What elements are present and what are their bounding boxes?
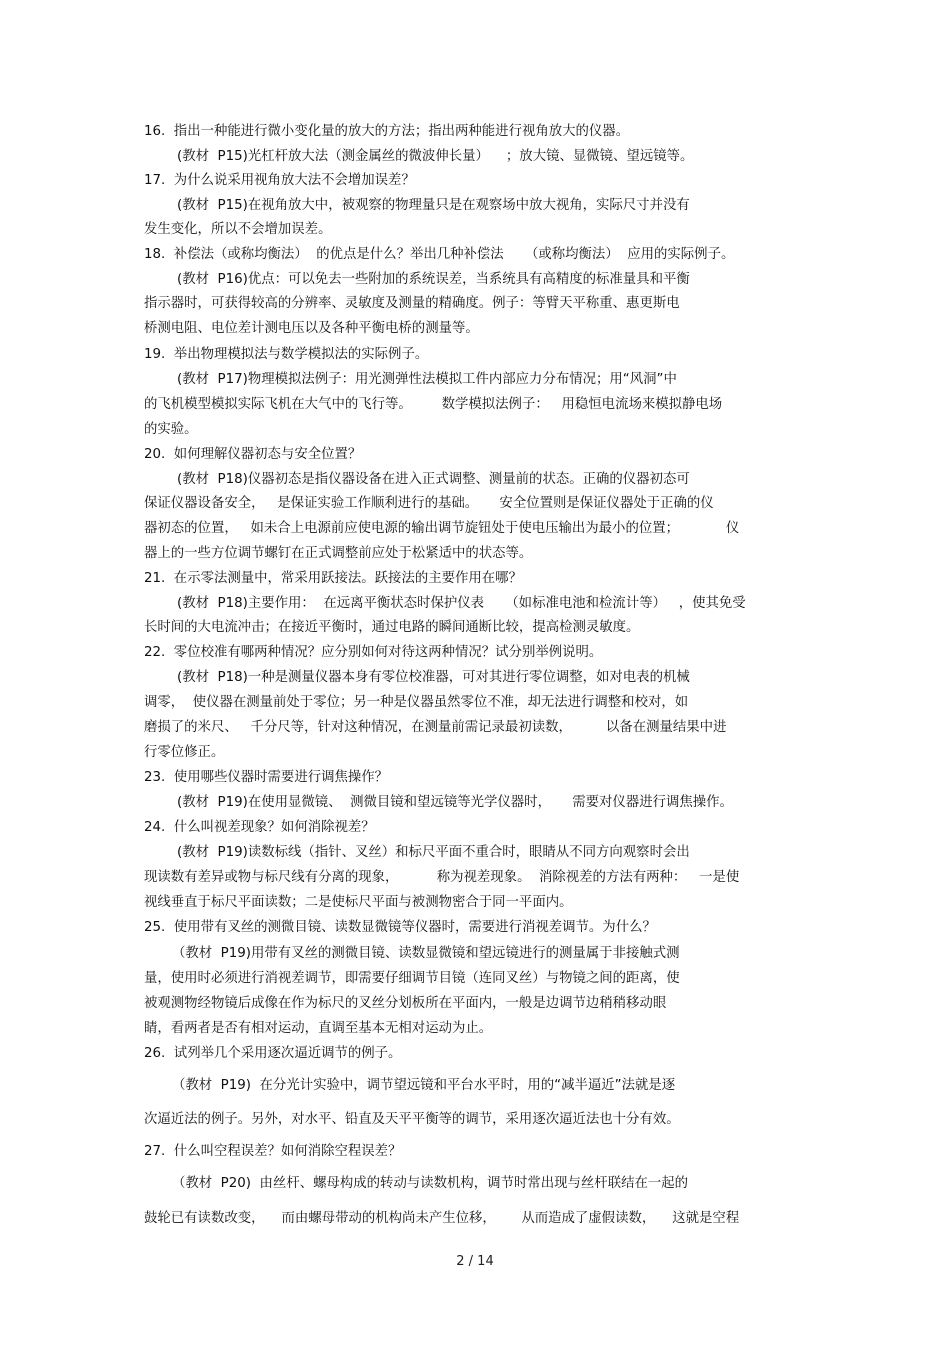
answer-18-line-3: 桥测电阻、电位差计测电压以及各种平衡电桥的测量等。 xyxy=(144,321,479,336)
answer-16: (教材 P15)光杠杆放大法（测金属丝的微波伸长量） ；放大镜、显微镜、望远镜等。 xyxy=(177,149,694,164)
page-number: 2 / 14 xyxy=(456,1254,494,1269)
answer-18-line-1: (教材 P16)优点：可以免去一些附加的系统误差，当系统具有高精度的标准量具和平衡 xyxy=(177,272,690,287)
question-22: 22. 零位校准有哪两种情况？应分别如何对待这两种情况？试分别举例说明。 xyxy=(144,645,603,660)
answer-26-line-2: 次逼近法的例子。另外，对水平、铅直及天平平衡等的调节，采用逐次逼近法也十分有效。 xyxy=(144,1112,680,1127)
answer-17-line-1: (教材 P15)在视角放大中，被观察的物理量只是在观察场中放大视角，实际尺寸并没有 xyxy=(177,198,690,213)
answer-24-line-2: 现读数有差异或物与标尺线有分离的现象， 称为视差现象。 消除视差的方法有两种： 一是使 xyxy=(144,870,740,885)
answer-20-line-1: (教材 P18)仪器初态是指仪器设备在进入正式调整、测量前的状态。正确的仪器初态可 xyxy=(177,472,690,487)
question-24: 24. 什么叫视差现象？如何消除视差？ xyxy=(144,820,375,835)
answer-21-line-1: (教材 P18)主要作用： 在远离平衡状态时保护仪表 （如标准电池和检流计等） ，使其免受 xyxy=(177,596,746,611)
question-19: 19. 举出物理模拟法与数学模拟法的实际例子。 xyxy=(144,347,429,362)
answer-27-line-2: 鼓轮已有读数改变， 而由螺母带动的机构尚未产生位移， 从而造成了虚假读数， 这就是空程 xyxy=(144,1211,740,1226)
question-21: 21. 在示零法测量中，常采用跃接法。跃接法的主要作用在哪？ xyxy=(144,571,522,586)
question-26: 26. 试列举几个采用逐次逼近调节的例子。 xyxy=(144,1046,402,1061)
question-23: 23. 使用哪些仪器时需要进行调焦操作？ xyxy=(144,770,389,785)
question-17: 17. 为什么说采用视角放大法不会增加误差？ xyxy=(144,173,415,188)
answer-19-line-3: 的实验。 xyxy=(144,422,198,437)
answer-21-line-2: 长时间的大电流冲击；在接近平衡时，通过电路的瞬间通断比较，提高检测灵敏度。 xyxy=(144,620,640,635)
answer-25-line-1: （教材 P19)用带有叉丝的测微目镜、读数显微镜和望远镜进行的测量属于非接触式测 xyxy=(172,946,680,961)
answer-22-line-4: 行零位修正。 xyxy=(144,745,225,760)
answer-20-line-2: 保证仪器设备安全， 是保证实验工作顺利进行的基础。 安全位置则是保证仪器处于正确的仪 xyxy=(144,496,714,511)
question-27: 27. 什么叫空程误差？如何消除空程误差？ xyxy=(144,1144,402,1159)
answer-20-line-4: 器上的一些方位调节螺钉在正式调整前应处于松紧适中的状态等。 xyxy=(144,546,533,561)
question-25: 25. 使用带有叉丝的测微目镜、读数显微镜等仪器时，需要进行消视差调节。为什么？ xyxy=(144,920,656,935)
answer-25-line-3: 被观测物经物镜后成像在作为标尺的叉丝分划板所在平面内，一般是边调节边稍稍移动眼 xyxy=(144,996,667,1011)
answer-24-line-1: (教材 P19)读数标线（指针、叉丝）和标尺平面不重合时，眼睛从不同方向观察时会出 xyxy=(177,845,690,860)
answer-19-line-1: (教材 P17)物理模拟法例子：用光测弹性法模拟工件内部应力分布情况；用“风洞”中 xyxy=(177,372,677,387)
answer-26-line-1: （教材 P19) 在分光计实验中，调节望远镜和平台水平时，用的“减半逼近”法就是逐 xyxy=(172,1078,676,1093)
answer-22-line-2: 调零， 使仪器在测量前处于零位；另一种是仪器虽然零位不准，却无法进行调整和校对，如 xyxy=(144,695,689,710)
answer-25-line-2: 量，使用时必须进行消视差调节，即需要仔细调节目镜（连同叉丝）与物镜之间的距离，使 xyxy=(144,971,680,986)
answer-22-line-3: 磨损了的米尺、 千分尺等，针对这种情况，在测量前需记录最初读数， 以备在测量结果中进 xyxy=(144,720,727,735)
question-16: 16. 指出一种能进行微小变化量的放大的方法；指出两种能进行视角放大的仪器。 xyxy=(144,124,630,139)
answer-27-line-1: （教材 P20) 由丝杆、螺母构成的转动与读数机构，调节时常出现与丝杆联结在一起的 xyxy=(172,1176,689,1191)
answer-25-line-4: 睛，看两者是否有相对运动，直调至基本无相对运动为止。 xyxy=(144,1021,493,1036)
question-18: 18. 补偿法（或称均衡法） 的优点是什么？举出几种补偿法 （或称均衡法） 应用的实际例子。 xyxy=(144,247,735,262)
answer-22-line-1: (教材 P18)一种是测量仪器本身有零位校准器，可对其进行零位调整，如对电表的机械 xyxy=(177,670,690,685)
answer-23: (教材 P19)在使用显微镜、 测微目镜和望远镜等光学仪器时， 需要对仪器进行调焦操作。 xyxy=(177,795,733,810)
answer-20-line-3: 器初态的位置， 如未合上电源前应使电源的输出调节旋钮处于使电压输出为最小的位置； 仪 xyxy=(144,521,740,536)
answer-24-line-3: 视线垂直于标尺平面读数；二是使标尺平面与被测物密合于同一平面内。 xyxy=(144,895,573,910)
answer-18-line-2: 指示器时，可获得较高的分辨率、灵敏度及测量的精确度。例子：等臂天平称重、惠更斯电 xyxy=(144,296,680,311)
answer-17-line-2: 发生变化，所以不会增加误差。 xyxy=(144,222,332,237)
question-20: 20. 如何理解仪器初态与安全位置？ xyxy=(144,447,362,462)
answer-19-line-2: 的飞机模型模拟实际飞机在大气中的飞行等。 数学模拟法例子： 用稳恒电流场来模拟静电场 xyxy=(144,397,723,412)
